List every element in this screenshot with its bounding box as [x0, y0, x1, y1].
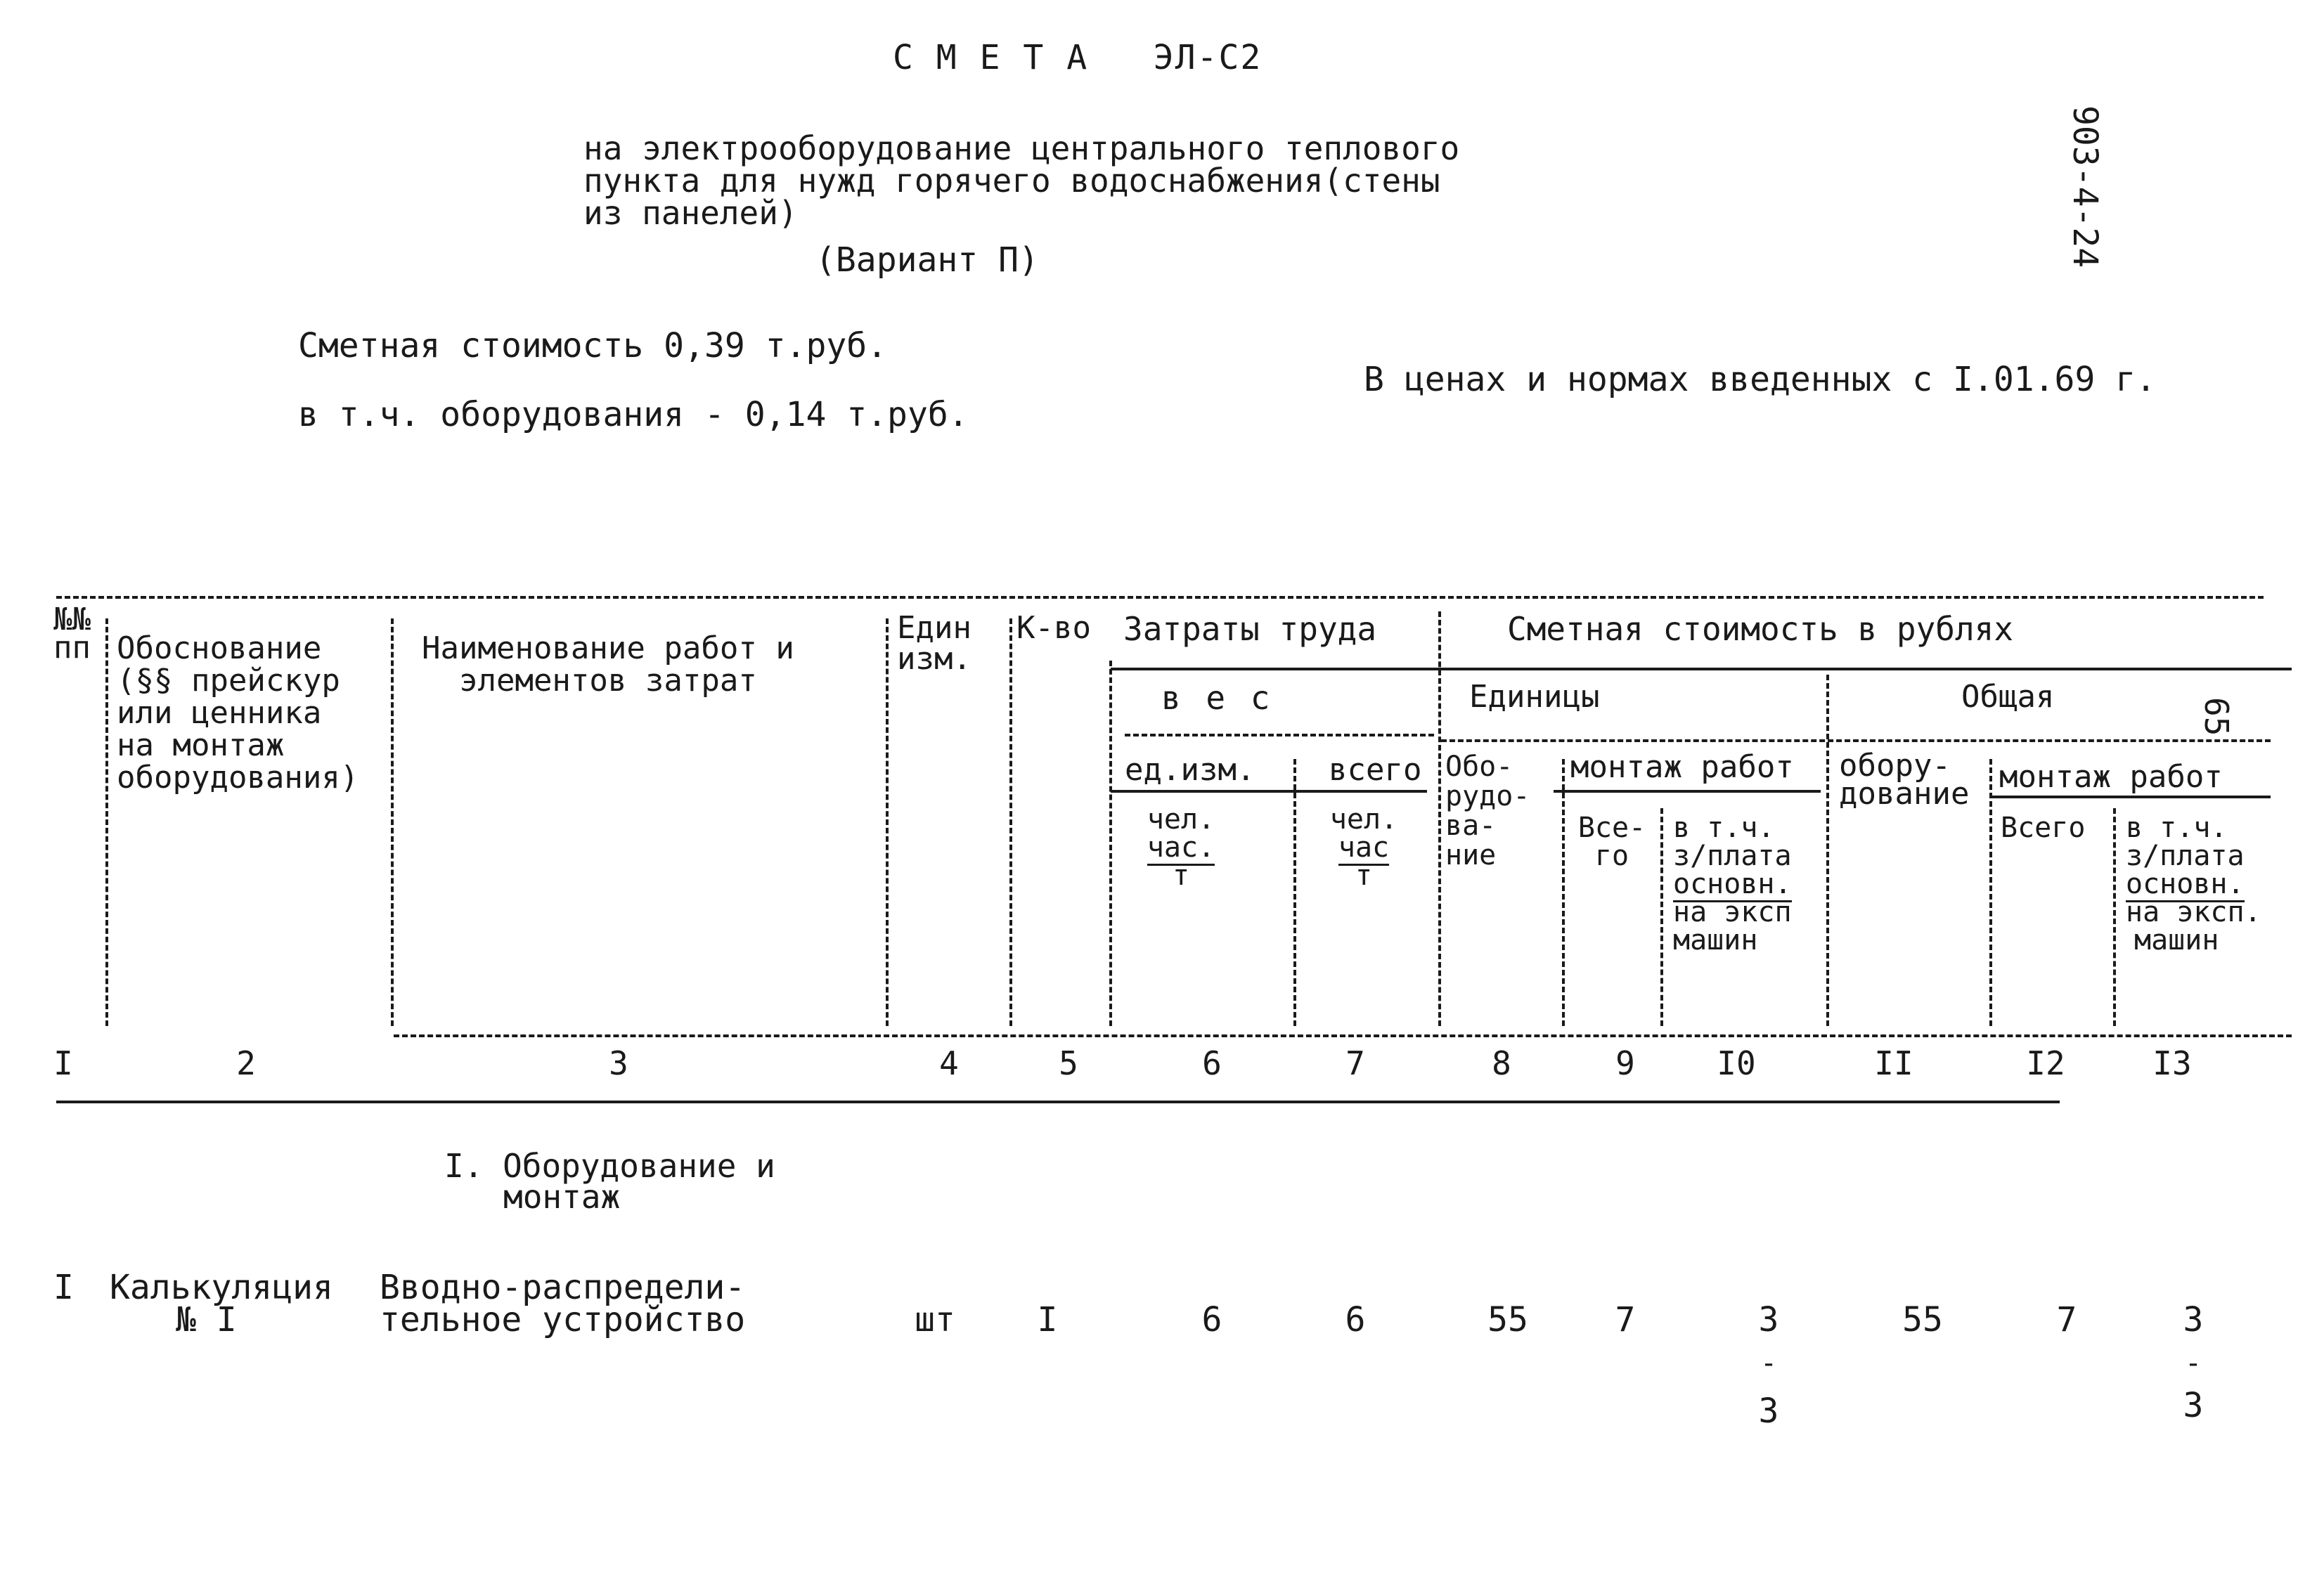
header-basis: Обоснование (§§ прейскур или ценника на монтаж оборудования) — [117, 630, 359, 796]
page-mark: 65 — [2197, 697, 2235, 736]
document-title: С М Е Т А ЭЛ-С2 — [893, 38, 1263, 77]
rule-under-labor — [1111, 668, 2292, 670]
header-all-general: Всего — [2001, 812, 2086, 844]
row-labor-unit: 6 — [1201, 1300, 1222, 1339]
table-header-bottom-rule — [394, 1034, 2292, 1037]
col-number-12: I2 — [2026, 1044, 2065, 1082]
row-installation-total-all: 7 — [2056, 1300, 2077, 1339]
incl-units-4: на эксп — [1673, 896, 1792, 928]
col-sep-8 — [1562, 759, 1565, 1026]
col-number-4: 4 — [939, 1044, 959, 1082]
row-installation-unit-wage: 3 — [1758, 1300, 1779, 1339]
incl-units-3: основн. — [1673, 870, 1792, 898]
row-name-line-1: Вводно-распредели- — [380, 1268, 746, 1307]
row-labor-total: 6 — [1345, 1300, 1366, 1339]
cost-total: Сметная стоимость 0,39 т.руб. — [298, 326, 888, 365]
row-basis-line-1: Калькуляция — [110, 1268, 333, 1307]
row-installation-total-machines: 3 — [2183, 1386, 2204, 1425]
table-top-rule — [56, 596, 2264, 599]
col-sep-4 — [1009, 618, 1012, 1026]
header-number: №№ пп — [53, 602, 91, 666]
col-sep-3 — [886, 618, 889, 1026]
per-unit-units-1: чел. — [1147, 803, 1215, 836]
col-sep-12 — [2113, 808, 2116, 1026]
rule-under-weight — [1125, 734, 1434, 736]
header-unit: Един изм. — [897, 610, 971, 677]
incl-general-5: машин — [2134, 924, 2219, 956]
incl-units-1: в т.ч. — [1673, 812, 1775, 844]
incl-general-3: основн. — [2126, 870, 2245, 898]
total-units-2: час — [1322, 833, 1406, 862]
rule-under-per-unit — [1111, 790, 1427, 793]
col-number-3: 3 — [609, 1044, 628, 1082]
col-sep-2 — [391, 618, 394, 1026]
header-weight: в е с — [1161, 679, 1273, 717]
row-equipment-unit: 55 — [1487, 1300, 1528, 1339]
col-sep-6 — [1293, 759, 1296, 1026]
rule-under-installation-u — [1554, 790, 1821, 793]
prices-note: В ценах и нормах введенных с I.01.69 г. — [1364, 360, 2157, 399]
header-units: Единицы — [1469, 679, 1600, 715]
cost-equipment: в т.ч. оборудования - 0,14 т.руб. — [298, 395, 969, 434]
row-installation-unit-all: 7 — [1615, 1300, 1636, 1339]
row-installation-unit-machines: 3 — [1758, 1391, 1779, 1431]
rule-under-installation-g — [1989, 796, 2271, 798]
header-total: всего — [1329, 752, 1422, 788]
incl-general-1: в т.ч. — [2126, 812, 2228, 844]
row-name-line-2: тельное устройство — [380, 1300, 746, 1339]
col-number-11: II — [1874, 1044, 1913, 1082]
col-sep-10 — [1826, 675, 1829, 1026]
total-units-1: чел. — [1329, 803, 1398, 836]
col-sep-7 — [1438, 611, 1441, 1026]
incl-general-4: на эксп. — [2126, 896, 2261, 928]
col-number-7: 7 — [1345, 1044, 1365, 1082]
row-number: I — [53, 1268, 74, 1307]
per-unit-units-3: т — [1172, 859, 1190, 892]
col-number-1: I — [53, 1044, 73, 1082]
col-sep-1 — [105, 618, 108, 1026]
incl-units-5: машин — [1673, 924, 1758, 956]
col-sep-5 — [1109, 661, 1112, 1026]
subtitle-line-3: из панелей) — [583, 194, 798, 232]
header-installation-general: монтаж работ — [1999, 759, 2223, 795]
header-general: Общая — [1961, 679, 2055, 715]
row-equipment-total: 55 — [1902, 1300, 1943, 1339]
col-sep-9 — [1660, 808, 1663, 1026]
side-code: 903-4-24 — [2065, 105, 2105, 268]
header-installation-units: монтаж работ — [1570, 749, 1794, 785]
header-equipment-units: Обо- рудо- ва- ние — [1445, 751, 1530, 871]
subtitle-line-1: на электрооборудование центрального теплового — [583, 129, 1460, 167]
col-number-8: 8 — [1492, 1044, 1511, 1082]
row-installation-unit-dash: - — [1760, 1347, 1778, 1380]
col-number-13: I3 — [2152, 1044, 2192, 1082]
col-number-5: 5 — [1059, 1044, 1078, 1082]
row-quantity: I — [1037, 1300, 1058, 1339]
section-title-line-1: I. Оборудование и — [444, 1147, 775, 1185]
row-installation-total-wage: 3 — [2183, 1300, 2204, 1339]
header-equipment-general: обору- дование — [1839, 748, 1970, 812]
row-unit: шт — [915, 1300, 955, 1339]
header-quantity: К-во — [1016, 610, 1091, 646]
row-installation-total-dash: - — [2184, 1347, 2202, 1380]
col-number-2: 2 — [236, 1044, 256, 1082]
header-all-units: Все- го — [1577, 812, 1646, 872]
col-number-6: 6 — [1202, 1044, 1222, 1082]
header-work-name: Наименование работ и элементов затрат — [422, 630, 794, 699]
column-numbers-rule — [56, 1101, 2060, 1103]
col-sep-11 — [1989, 759, 1992, 1026]
per-unit-units-2: час. — [1139, 833, 1223, 862]
header-labor: Затраты труда — [1123, 610, 1377, 648]
rule-under-units — [1441, 739, 2271, 742]
col-number-9: 9 — [1615, 1044, 1635, 1082]
incl-general-2: з/плата — [2126, 840, 2245, 872]
row-basis-line-2: № I — [176, 1300, 237, 1339]
incl-units-2: з/плата — [1673, 840, 1792, 872]
subtitle-line-2: пункта для нужд горячего водоснабжения(стены — [583, 162, 1440, 200]
header-per-unit: ед.изм. — [1125, 752, 1255, 788]
header-cost: Сметная стоимость в рублях — [1507, 610, 2014, 648]
col-number-10: I0 — [1717, 1044, 1756, 1082]
total-units-3: т — [1355, 859, 1373, 892]
section-title-line-2: монтаж — [503, 1178, 621, 1216]
variant-label: (Вариант П) — [815, 240, 1039, 280]
